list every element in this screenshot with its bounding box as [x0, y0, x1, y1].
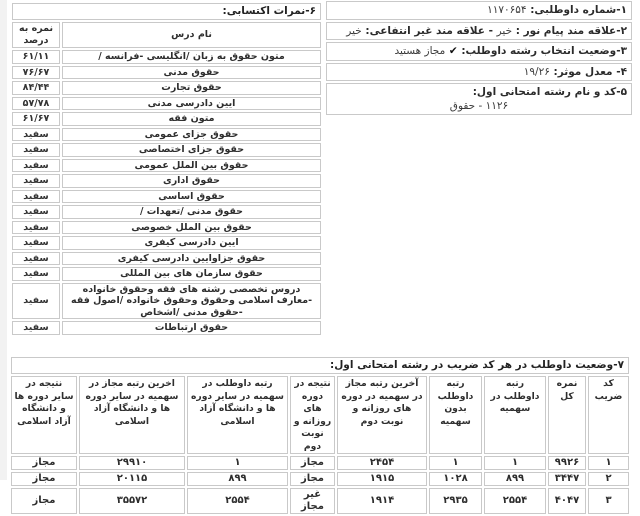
column-header-last-permitted-rank-other: اخرین رتبه مجاز در سهمیه در سایر دوره ها و دانشگاه آزاد اسلامی — [79, 376, 185, 454]
table-row — [12, 112, 321, 126]
course-name-cell: حقوق اداری — [62, 174, 321, 188]
table-row — [12, 159, 321, 173]
course-name-cell: ایین دادرسی کیفری — [62, 236, 321, 250]
course-name-cell: حقوق جزای عمومی — [62, 128, 321, 142]
score-cell: سفید — [12, 128, 60, 142]
rank-without-quota-cell: ۱ — [429, 456, 482, 470]
payamnoor-interest-label: ۲-علاقه مند پیام نور : — [515, 24, 627, 37]
scores-table — [10, 1, 323, 337]
course-name-cell: حقوق جزاوایین دادرسی کیفری — [62, 252, 321, 266]
table-row — [11, 488, 629, 514]
total-score-cell: ۴۰۴۷ — [548, 488, 586, 514]
table-row — [12, 66, 321, 80]
table-row — [12, 128, 321, 142]
score-cell: سفید — [12, 236, 60, 250]
result-day-cell: غیر مجاز — [290, 488, 335, 514]
course-name-cell: متون فقه — [62, 112, 321, 126]
score-cell: سفید — [12, 205, 60, 219]
score-cell: ۶۱/۱۱ — [12, 50, 60, 64]
table-row — [12, 81, 321, 95]
column-header-course-name: نام درس — [62, 22, 321, 48]
nonprofit-interest-value: خیر — [346, 24, 362, 37]
scores-title-row — [12, 3, 321, 20]
last-permitted-rank-day-cell: ۲۴۵۴ — [337, 456, 427, 470]
scores-header-row — [12, 22, 321, 48]
column-header-result-day: نتیجه در دوره های روزانه و نوبت دوم — [290, 376, 335, 454]
payamnoor-interest-value: خیر — [496, 24, 513, 37]
score-cell: ۷۶/۶۷ — [12, 66, 60, 80]
table-row — [12, 236, 321, 250]
column-header-total-score: نمره کل — [548, 376, 586, 454]
total-score-cell: ۹۹۲۶ — [548, 456, 586, 470]
selection-status-label: ۳-وضعیت انتخاب رشته داوطلب: — [461, 45, 627, 57]
column-header-score-percent: نمره به درصد — [12, 22, 60, 48]
course-name-cell: ایین دادرسی مدنی — [62, 97, 321, 111]
table-row — [12, 143, 321, 157]
info-row-exam-field — [326, 83, 632, 115]
total-score-cell: ۳۴۴۷ — [548, 472, 586, 486]
score-cell: سفید — [12, 174, 60, 188]
last-permitted-rank-other-cell: ۲۰۱۱۵ — [79, 472, 185, 486]
nonprofit-interest-label: - علاقه مند غیر انتفاعی: — [365, 24, 493, 37]
candidate-number-value: ۱۱۷۰۶۵۴ — [487, 4, 527, 16]
course-name-cell: حقوق بین الملل خصوصی — [62, 221, 321, 235]
score-cell: سفید — [12, 159, 60, 173]
column-header-rank-without-quota: رتبه داوطلب بدون سهمیه — [429, 376, 482, 454]
course-name-cell: حقوق ارتباطات — [62, 321, 321, 335]
last-permitted-rank-other-cell: ۲۹۹۱۰ — [79, 456, 185, 470]
score-cell: سفید — [12, 190, 60, 204]
last-permitted-rank-other-cell: ۳۵۵۷۲ — [79, 488, 185, 514]
course-name-cell: حقوق جزای اختصاصی — [62, 143, 321, 157]
score-cell: ۵۷/۷۸ — [12, 97, 60, 111]
score-cell: سفید — [12, 252, 60, 266]
table-row — [12, 190, 321, 204]
course-name-cell: حقوق بین الملل عمومی — [62, 159, 321, 173]
scores-section-title: ۶-نمرات اکتسابی: — [12, 3, 321, 20]
result-other-cell: مجاز — [11, 488, 77, 514]
table-row — [12, 283, 321, 320]
coef-section-title: ۷-وضعیت داوطلب در هر کد ضریب در رشته امتحانی اول: — [11, 357, 629, 374]
column-header-coef-code: کد ضریب — [588, 376, 629, 454]
table-row — [12, 267, 321, 281]
last-permitted-rank-day-cell: ۱۹۱۴ — [337, 488, 427, 514]
rank-in-quota-cell: ۸۹۹ — [484, 472, 546, 486]
rank-in-quota-other-cell: ۲۵۵۴ — [187, 488, 288, 514]
rank-in-quota-cell: ۲۵۵۴ — [484, 488, 546, 514]
column-header-rank-in-quota-other: رتبه داوطلب در سهمیه در سایر دوره ها و دانشگاه آزاد اسلامی — [187, 376, 288, 454]
course-name-cell: متون حقوق به زبان /انگلیسی -فرانسه / — [62, 50, 321, 64]
score-cell: ۸۴/۴۴ — [12, 81, 60, 95]
column-header-rank-in-quota: رتبه داوطلب در سهمیه — [484, 376, 546, 454]
table-row — [12, 174, 321, 188]
course-name-cell: حقوق تجارت — [62, 81, 321, 95]
course-name-cell: حقوق مدنی — [62, 66, 321, 80]
result-day-cell: مجاز — [290, 472, 335, 486]
rank-without-quota-cell: ۲۹۳۵ — [429, 488, 482, 514]
score-cell: سفید — [12, 143, 60, 157]
table-row — [11, 472, 629, 486]
effective-gpa-label: ۴- معدل موثر: — [553, 65, 627, 78]
last-permitted-rank-day-cell: ۱۹۱۵ — [337, 472, 427, 486]
result-other-cell: مجاز — [11, 456, 77, 470]
rank-in-quota-cell: ۱ — [484, 456, 546, 470]
score-cell: ۶۱/۶۷ — [12, 112, 60, 126]
score-cell: سفید — [12, 267, 60, 281]
rank-in-quota-other-cell: ۸۹۹ — [187, 472, 288, 486]
table-row — [12, 97, 321, 111]
course-name-cell: دروس تخصصی رشته های فقه وحقوق خانواده -معارف اسلامی وحقوق وحقوق خانواده /اصول فقه -حقوق مدنی /اشخاص — [62, 283, 321, 320]
effective-gpa-value: ۱۹/۲۶ — [523, 65, 550, 78]
table-row — [12, 50, 321, 64]
candidate-info-panel — [326, 1, 632, 117]
exam-field-label: ۵-کد و نام رشته امتحانی اول: — [472, 86, 627, 98]
course-name-cell: حقوق مدنی /تعهدات / — [62, 205, 321, 219]
coef-code-cell: ۳ — [588, 488, 629, 514]
checkmark-icon: ✔ — [448, 45, 458, 57]
table-row — [12, 252, 321, 266]
score-cell: سفید — [12, 221, 60, 235]
table-row — [12, 205, 321, 219]
coef-title-row — [11, 357, 629, 374]
selection-status-value: مجاز هستید — [394, 45, 446, 57]
column-header-last-permitted-rank-day: آخرین رتبه مجاز در سهمیه در دوره های روزانه و نوبت دوم — [337, 376, 427, 454]
coef-code-cell: ۱ — [588, 456, 629, 470]
info-row-selection-status — [326, 42, 632, 61]
page-left-margin — [0, 0, 7, 480]
coef-code-cell: ۲ — [588, 472, 629, 486]
table-row — [11, 456, 629, 470]
info-row-candidate-number — [326, 1, 632, 20]
candidate-number-label: ۱-شماره داوطلبی: — [530, 4, 627, 16]
column-header-result-other: نتیجه در سایر دوره ها و دانشگاه آزاد اسلامی — [11, 376, 77, 454]
score-cell: سفید — [12, 283, 60, 320]
result-day-cell: مجاز — [290, 456, 335, 470]
course-name-cell: حقوق اساسی — [62, 190, 321, 204]
exam-field-value: ۱۱۲۶ - حقوق — [449, 99, 509, 112]
coef-header-row — [11, 376, 629, 454]
info-row-gpa — [326, 63, 632, 82]
result-other-cell: مجاز — [11, 472, 77, 486]
coefficient-status-table — [9, 355, 631, 516]
course-name-cell: حقوق سازمان های بین المللی — [62, 267, 321, 281]
table-row — [12, 221, 321, 235]
rank-in-quota-other-cell: ۱ — [187, 456, 288, 470]
score-cell: سفید — [12, 321, 60, 335]
table-row — [12, 321, 321, 335]
info-row-interest — [326, 22, 632, 41]
rank-without-quota-cell: ۱۰۲۸ — [429, 472, 482, 486]
